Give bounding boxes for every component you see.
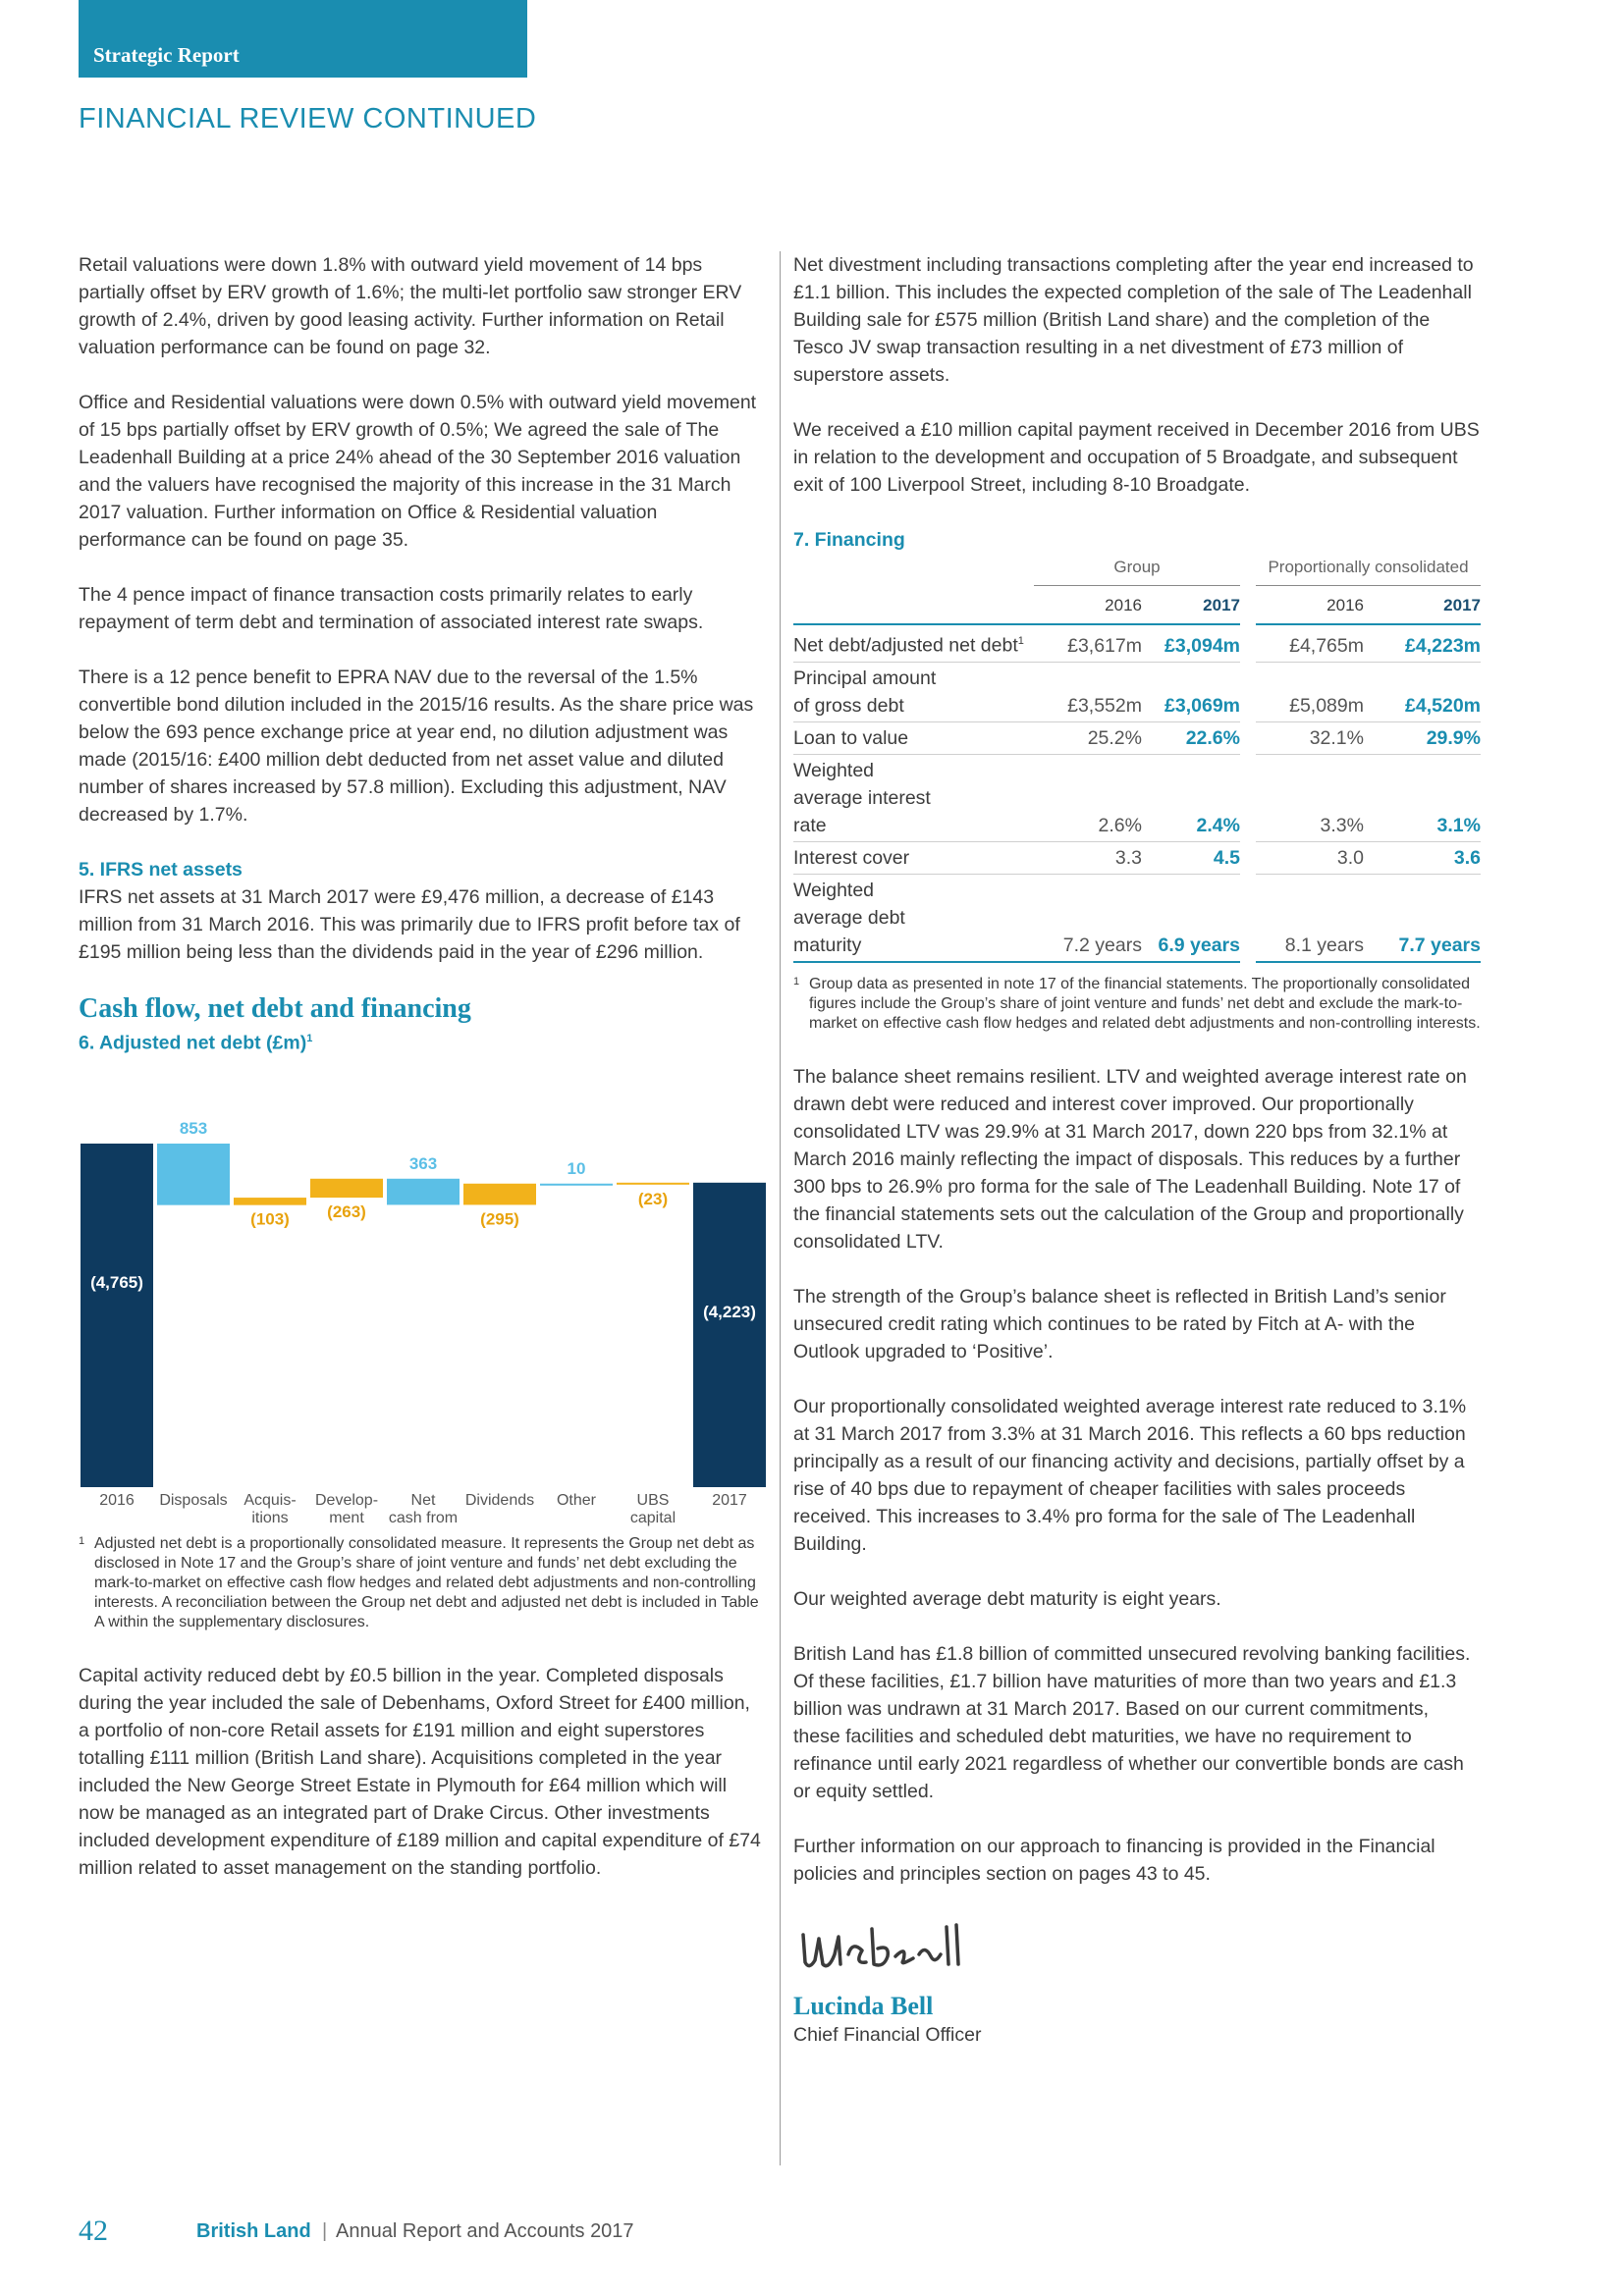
value-label: 363 xyxy=(408,1153,438,1173)
year-header: 2017 xyxy=(1142,586,1240,625)
table-cell: 7.2 years xyxy=(1034,874,1142,962)
prop-consolidated-column-header: Proportionally consolidated xyxy=(1256,554,1481,586)
table-cell: 2.6% xyxy=(1034,754,1142,841)
bar-4 xyxy=(387,1178,460,1204)
table-row xyxy=(793,721,1481,754)
table-footnote xyxy=(793,975,1481,1034)
chart-footnote-text: Adjusted net debt is a proportionally consolidated measure. It represents the Group net debt as disclosed in Note 17 and the Group’s share of joint venture and funds’ net debt excluding the mark-to-market on effective cash flow hedges and related debt adjustments and non-controlling interests. A reconciliation between the Group net debt and adjusted net debt is included in Table A within the supplementary disclosures. xyxy=(94,1534,759,1630)
category-label: ment xyxy=(329,1509,364,1526)
page-number: 42 xyxy=(79,2215,108,2247)
finance-costs-paragraph: The 4 pence impact of finance transaction costs primarily relates to early repayment of term debt and termination of associated interest rate swaps. xyxy=(79,584,704,633)
value-label: (295) xyxy=(480,1208,519,1228)
adjusted-net-debt-chart xyxy=(79,1065,766,1526)
table-cell: 25.2% xyxy=(1034,721,1142,754)
table-cell: 6.9 years xyxy=(1142,874,1240,962)
table-cell: 22.6% xyxy=(1142,721,1240,754)
year-header: 2016 xyxy=(1256,586,1364,625)
table-cell: 7.7 years xyxy=(1364,874,1481,962)
table-cell: £3,069m xyxy=(1142,662,1240,721)
interest-rate-paragraph: Our proportionally consolidated weighted average interest rate reduced to 3.1% at 31 March 2017 from 3.3% at 31 March 2016. This reflects a 60 bps reduction principally as a result of our financing activity and decisions, partially offset by a rise of 40 bps due to repayment of cheaper facilities with sales proceeds received. This increases to 3.4% pro forma for the sale of The Leadenhall Building. xyxy=(793,1395,1467,1555)
category-label: capital xyxy=(629,1509,677,1526)
financing-info-paragraph: Further information on our approach to financing is provided in the Financial policies and principles section on pages 43 to 45. xyxy=(793,1835,1435,1885)
table-cell: £3,617m xyxy=(1034,624,1142,662)
row-label: Loan to value xyxy=(793,721,1034,754)
epra-nav-paragraph: There is a 12 pence benefit to EPRA NAV due to the reversal of the 1.5% convertible bond dilution included in the 2015/16 results. As the share price was below the 693 pence exchange price at year end, no dilution adjustment was made (2015/16: £400 million debt deducted from net asset value and diluted number of shares increased by 57.8 million). Excluding this adjustment, NAV decreased by 1.7%. xyxy=(79,667,754,826)
table-cell: £4,223m xyxy=(1364,624,1481,662)
table-cell: 4.5 xyxy=(1142,841,1240,874)
value-label: 853 xyxy=(179,1118,208,1138)
chart-footnote-number: 1 xyxy=(79,1534,85,1547)
table-cell: 32.1% xyxy=(1256,721,1364,754)
value-label: 10 xyxy=(567,1158,586,1178)
category-label: Disposals xyxy=(159,1491,228,1509)
net-divestment-paragraph: Net divestment including transactions completing after the year end increased to £1.1 billion. This includes the expected completion of the sale of The Leadenhall Building sale for £575 million (British Land share) and the completion of the Tesco JV swap transaction resulting in a net divestment of £73 million of superstore assets. xyxy=(793,254,1474,386)
signature-image xyxy=(793,1915,990,1984)
signatory-title: Chief Financial Officer xyxy=(793,2023,982,2046)
category-label: UBS xyxy=(636,1491,670,1509)
office-valuation-paragraph: Office and Residential valuations were down 0.5% with outward yield movement of 15 bps partially offset by ERV growth of 0.5%; We agreed the sale of The Leadenhall Building at a price 24% ahead of the 30 September 2016 valuation and the valuers have recognised the majority of this increase in the 31 March 2017 valuation. Further information on Office & Residential valuation performance can be found on page 35. xyxy=(79,392,757,551)
financing-heading: 7. Financing xyxy=(793,529,905,551)
table-cell: £4,520m xyxy=(1364,662,1481,721)
retail-valuation-paragraph: Retail valuations were down 1.8% with outward yield movement of 14 bps partially offset by ERV growth of 1.6%; the multi-let portfolio saw stronger ERV growth of 2.4%, driven by good leasing activity. Further information on Retail valuation performance can be found on page 32. xyxy=(79,254,742,358)
chart-heading-sup: 1 xyxy=(306,1033,313,1044)
table-footnote-text: Group data as presented in note 17 of the financial statements. The proportionally consolidated figures include the Group’s share of joint venture and funds’ net debt and exclude the mark-to-market on effective cash flow hedges and related debt adjustments and non-controlling interests. xyxy=(809,975,1481,1032)
table-row xyxy=(793,624,1481,662)
table-footnote-number: 1 xyxy=(793,975,800,988)
table-cell: £5,089m xyxy=(1256,662,1364,721)
category-label: Acquis- xyxy=(244,1491,297,1509)
balance-sheet-paragraph: The balance sheet remains resilient. LTV and weighted average interest rate on drawn debt were reduced and interest cover improved. Our proportionally consolidated LTV was 29.9% at 31 March 2017, down 220 bps from 32.1% at March 2016 mainly reflecting the impact of disposals. This reduces by a further 300 bps to 26.9% pro forma for the sale of The Leadenhall Building. Note 17 of the financial statements sets out the calculation of the Group and proportionally consolidated LTV. xyxy=(793,1065,1467,1253)
ifrs-heading: 5. IFRS net assets xyxy=(79,859,243,881)
year-header: 2017 xyxy=(1364,586,1481,625)
table-cell: £3,094m xyxy=(1142,624,1240,662)
category-label: Other xyxy=(556,1491,597,1509)
row-label: Weighted average interest rate xyxy=(793,754,1034,841)
credit-rating-paragraph: The strength of the Group’s balance sheet is reflected in British Land’s senior unsecured credit rating which continues to be rated by Fitch at A- with the Outlook upgraded to ‘Positive’. xyxy=(793,1285,1446,1362)
table-row xyxy=(793,841,1481,874)
footer-separator: | xyxy=(322,2220,328,2242)
category-label: cash from xyxy=(388,1509,459,1526)
category-label: 2017 xyxy=(712,1491,747,1509)
table-cell: 2.4% xyxy=(1142,754,1240,841)
category-label: 2016 xyxy=(99,1491,135,1509)
signature xyxy=(793,1915,990,1984)
table-cell: 3.1% xyxy=(1364,754,1481,841)
table-cell: £3,552m xyxy=(1034,662,1142,721)
right-column xyxy=(793,251,1481,2049)
value-label: (23) xyxy=(637,1189,669,1208)
value-label: (103) xyxy=(250,1209,290,1229)
footer-brand: British Land xyxy=(196,2220,311,2242)
section-tab xyxy=(79,0,527,78)
cash-flow-heading: Cash flow, net debt and financing xyxy=(79,993,471,1024)
financing-table-year-header xyxy=(793,586,1481,625)
table-cell: 3.6 xyxy=(1364,841,1481,874)
category-label: Develop- xyxy=(314,1491,379,1509)
bar-2 xyxy=(234,1198,306,1205)
category-label: Net xyxy=(410,1491,436,1509)
table-cell: 8.1 years xyxy=(1256,874,1364,962)
group-column-header: Group xyxy=(1034,554,1240,586)
table-row xyxy=(793,754,1481,841)
table-cell: £4,765m xyxy=(1256,624,1364,662)
category-label: itions xyxy=(251,1509,289,1526)
table-cell: 3.3 xyxy=(1034,841,1142,874)
financing-table xyxy=(793,554,1481,963)
footer-doc-title: Annual Report and Accounts 2017 xyxy=(336,2220,634,2242)
bar-8 xyxy=(693,1182,766,1486)
section-tab-label: Strategic Report xyxy=(93,43,240,67)
row-label: Interest cover xyxy=(793,841,1034,874)
chart-footnote xyxy=(79,1534,766,1632)
table-row xyxy=(793,662,1481,721)
bar-7 xyxy=(617,1182,689,1184)
left-column xyxy=(79,251,766,1909)
row-label: Principal amount of gross debt xyxy=(793,662,1034,721)
debt-maturity-paragraph: Our weighted average debt maturity is eight years. xyxy=(793,1587,1221,1610)
waterfall-chart-svg xyxy=(79,1065,766,1526)
facilities-paragraph: British Land has £1.8 billion of committed unsecured revolving banking facilities. Of these facilities, £1.7 billion have maturities of more than two years and £1.3 billion was undrawn at 31 March 2017. Based on our current commitments, these facilities and scheduled debt maturities, we have no requirement to refinance until early 2021 regardless of whether our convertible bonds are cash or equity settled. xyxy=(793,1642,1471,1802)
ubs-payment-paragraph: We received a £10 million capital payment received in December 2016 from UBS in relation to the development and occupation of 5 Broadgate, and subsequent exit of 100 Liverpool Street, including 8-10 Broadgate. xyxy=(793,419,1480,496)
bar-5 xyxy=(463,1183,536,1204)
page-title: FINANCIAL REVIEW CONTINUED xyxy=(79,103,537,134)
category-label: Dividends xyxy=(464,1491,535,1509)
table-cell: 3.3% xyxy=(1256,754,1364,841)
row-label-sup: 1 xyxy=(1017,635,1024,647)
signatory-name: Lucinda Bell xyxy=(793,1991,934,2020)
ifrs-paragraph: IFRS net assets at 31 March 2017 were £9,476 million, a decrease of £143 million from 31 March 2016. This was primarily due to IFRS profit before tax of £195 million being less than the dividends paid in the year of £296 million. xyxy=(79,886,740,963)
row-label: Weighted average debt maturity xyxy=(793,874,1034,962)
financing-table-group-header xyxy=(793,554,1481,586)
row-label-text: Net debt/adjusted net debt xyxy=(793,634,1018,657)
bar-3 xyxy=(310,1178,383,1197)
table-cell: 29.9% xyxy=(1364,721,1481,754)
value-label: (263) xyxy=(327,1201,366,1221)
chart-heading-text: 6. Adjusted net debt (£m) xyxy=(79,1032,307,1054)
value-label: (4,223) xyxy=(703,1302,756,1321)
bar-6 xyxy=(540,1183,613,1185)
row-label xyxy=(793,624,1034,662)
capital-activity-paragraph: Capital activity reduced debt by £0.5 billion in the year. Completed disposals during the year included the sale of Debenhams, Oxford Street for £400 million, a portfolio of non-core Retail assets for £191 million and eight superstores totalling £111 million (British Land share). Acquisitions completed in the year included the New George Street Estate in Plymouth for £64 million which will now be managed as an integrated part of Drake Circus. Other investments included development expenditure of £189 million and capital expenditure of £74 million related to asset management on the standing portfolio. xyxy=(79,1664,761,1879)
year-header: 2016 xyxy=(1034,586,1142,625)
table-cell: 3.0 xyxy=(1256,841,1364,874)
page-footer xyxy=(79,2215,766,2250)
value-label: (4,765) xyxy=(90,1272,143,1292)
bar-0 xyxy=(81,1144,153,1487)
chart-heading xyxy=(79,1025,766,1057)
bar-1 xyxy=(157,1144,230,1205)
table-row xyxy=(793,874,1481,962)
column-divider xyxy=(780,251,781,2165)
